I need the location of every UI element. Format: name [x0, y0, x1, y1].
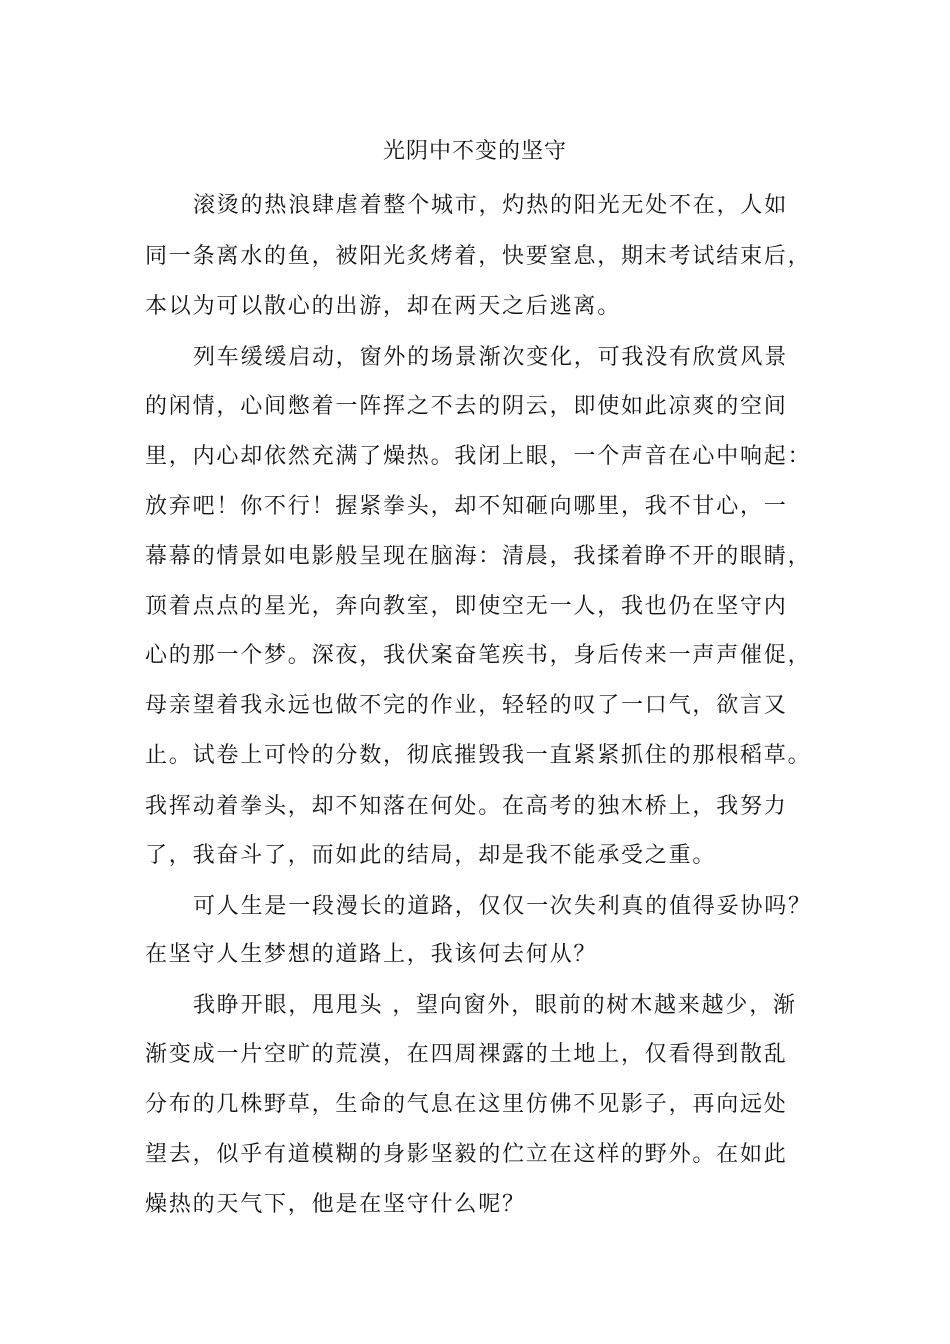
text-line: 幕幕的情景如电影般呈现在脑海：清晨，我揉着睁不开的眼睛， — [145, 544, 812, 569]
text-line: 放弃吧！你不行！握紧拳头，却不知砸向哪里，我不甘心，一 — [145, 494, 788, 519]
text-line: 母亲望着我永远也做不完的作业，轻轻的叹了一口气，欲言又 — [145, 693, 788, 718]
text-line: 可人生是一段漫长的道路，仅仅一次失利真的值得妥协吗？ — [193, 894, 812, 919]
text-line: 燥热的天气下，他是在坚守什么呢？ — [145, 1192, 526, 1217]
text-line: 顶着点点的星光，奔向教室，即使空无一人，我也仍在坚守内 — [145, 594, 788, 619]
text-line: 渐变成一片空旷的荒漠，在四周裸露的土地上，仅看得到散乱 — [145, 1042, 788, 1067]
text-line: 在坚守人生梦想的道路上，我该何去何从？ — [145, 942, 598, 967]
text-line: 分布的几株野草，生命的气息在这里仿佛不见影子，再向远处 — [145, 1092, 788, 1117]
text-line: 同一条离水的鱼，被阳光炙烤着，快要窒息，期末考试结束后， — [145, 244, 812, 269]
text-line: 滚烫的热浪肆虐着整个城市，灼热的阳光无处不在，人如 — [193, 193, 789, 218]
text-line: 里，内心却依然充满了燥热。我闭上眼，一个声音在心中响起： — [145, 444, 812, 469]
text-line: 心的那一个梦。深夜，我伏案奋笔疾书，身后传来一声声催促， — [145, 643, 812, 668]
text-line: 本以为可以散心的出游，却在两天之后逃离。 — [145, 294, 622, 319]
text-line: 望去，似乎有道模糊的身影坚毅的伫立在这样的野外。在如此 — [145, 1142, 788, 1167]
text-line: 我挥动着拳头，却不知落在何处。在高考的独木桥上，我努力 — [145, 794, 788, 819]
text-line: 止。试卷上可怜的分数，彻底摧毁我一直紧紧抓住的那根稻草。 — [145, 743, 812, 768]
document-title: 光阴中不变的坚守 — [382, 139, 567, 164]
text-line: 了，我奋斗了，而如此的结局，却是我不能承受之重。 — [145, 843, 717, 868]
text-line: 的闲情，心间憋着一阵挥之不去的阴云，即使如此凉爽的空间 — [145, 394, 788, 419]
text-line: 我睁开眼，甩甩头 ，望向窗外，眼前的树木越来越少，渐 — [193, 993, 797, 1018]
text-line: 列车缓缓启动，窗外的场景渐次变化，可我没有欣赏风景 — [193, 345, 789, 370]
